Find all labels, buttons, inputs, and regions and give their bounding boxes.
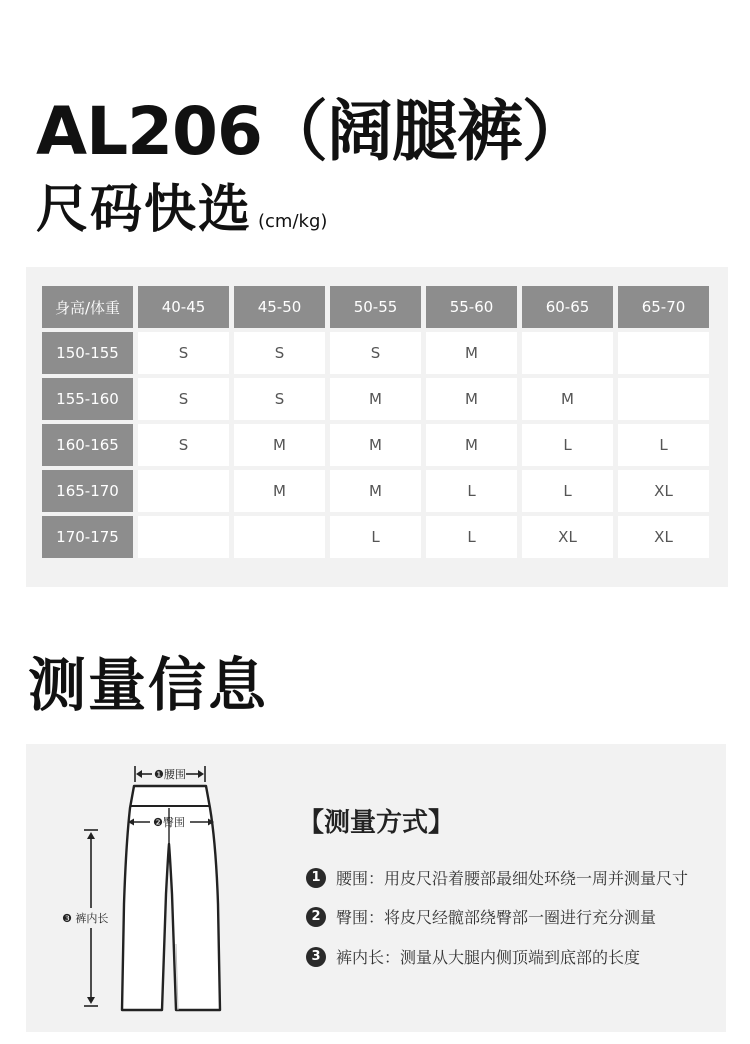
method-title: 【测量方式】 (298, 808, 455, 838)
size-cell: M (330, 378, 421, 420)
weight-header: 60-65 (522, 286, 613, 328)
size-chart-table (42, 286, 709, 558)
size-cell: S (138, 332, 229, 374)
number-badge-icon: 1 (306, 868, 326, 888)
weight-header: 40-45 (138, 286, 229, 328)
page-title: AL206（阔腿裤） (36, 93, 587, 170)
size-cell: M (426, 424, 517, 466)
size-cell: S (330, 332, 421, 374)
size-cell: L (618, 424, 709, 466)
method-text: 裤内长：测量从大腿内侧顶端到底部的长度 (336, 948, 641, 967)
height-header: 165-170 (42, 470, 133, 512)
size-cell: XL (522, 516, 613, 558)
size-cell: S (138, 424, 229, 466)
height-header: 160-165 (42, 424, 133, 466)
pants-diagram (26, 744, 286, 1032)
subtitle-block (36, 178, 327, 254)
method-text: 腰围：用皮尺沿着腰部最细处环绕一周并测量尺寸 (336, 869, 689, 888)
weight-header: 65-70 (618, 286, 709, 328)
size-cell: L (426, 516, 517, 558)
size-cell: L (522, 424, 613, 466)
size-cell: L (426, 470, 517, 512)
size-cell (522, 332, 613, 374)
method-text: 臀围：将皮尺经髋部绕臀部一圈进行充分测量 (336, 908, 657, 927)
size-cell: S (234, 332, 325, 374)
size-cell (618, 332, 709, 374)
hip-label: ❷臀围 (153, 816, 185, 829)
measure-section-title: 测量信息 (28, 651, 269, 719)
size-cell: M (426, 378, 517, 420)
waist-label: ❶腰围 (154, 768, 186, 781)
size-cell: S (138, 378, 229, 420)
size-cell: M (330, 470, 421, 512)
height-header: 150-155 (42, 332, 133, 374)
measure-panel (26, 744, 726, 1032)
size-cell: L (522, 470, 613, 512)
table-corner-header: 身高/体重 (42, 286, 133, 328)
size-cell (234, 516, 325, 558)
size-cell: M (234, 470, 325, 512)
size-cell: XL (618, 470, 709, 512)
weight-header: 45-50 (234, 286, 325, 328)
size-cell: M (426, 332, 517, 374)
weight-header: 55-60 (426, 286, 517, 328)
unit-label: (cm/kg) (258, 211, 328, 232)
size-cell: M (234, 424, 325, 466)
number-badge-icon: 3 (306, 947, 326, 967)
size-cell (138, 516, 229, 558)
size-cell: L (330, 516, 421, 558)
size-cell: M (330, 424, 421, 466)
size-cell: M (522, 378, 613, 420)
size-cell (618, 378, 709, 420)
number-badge-icon: 2 (306, 907, 326, 927)
size-cell: S (234, 378, 325, 420)
method-item-inseam (306, 945, 640, 968)
height-header: 170-175 (42, 516, 133, 558)
size-cell: XL (618, 516, 709, 558)
method-item-hip (306, 905, 656, 928)
page-subtitle: 尺码快选 (36, 180, 253, 240)
size-chart-panel (26, 267, 728, 587)
height-header: 155-160 (42, 378, 133, 420)
inseam-label: ❸ 裤内长 (62, 912, 109, 925)
weight-header: 50-55 (330, 286, 421, 328)
size-cell (138, 470, 229, 512)
method-item-waist (306, 866, 688, 889)
